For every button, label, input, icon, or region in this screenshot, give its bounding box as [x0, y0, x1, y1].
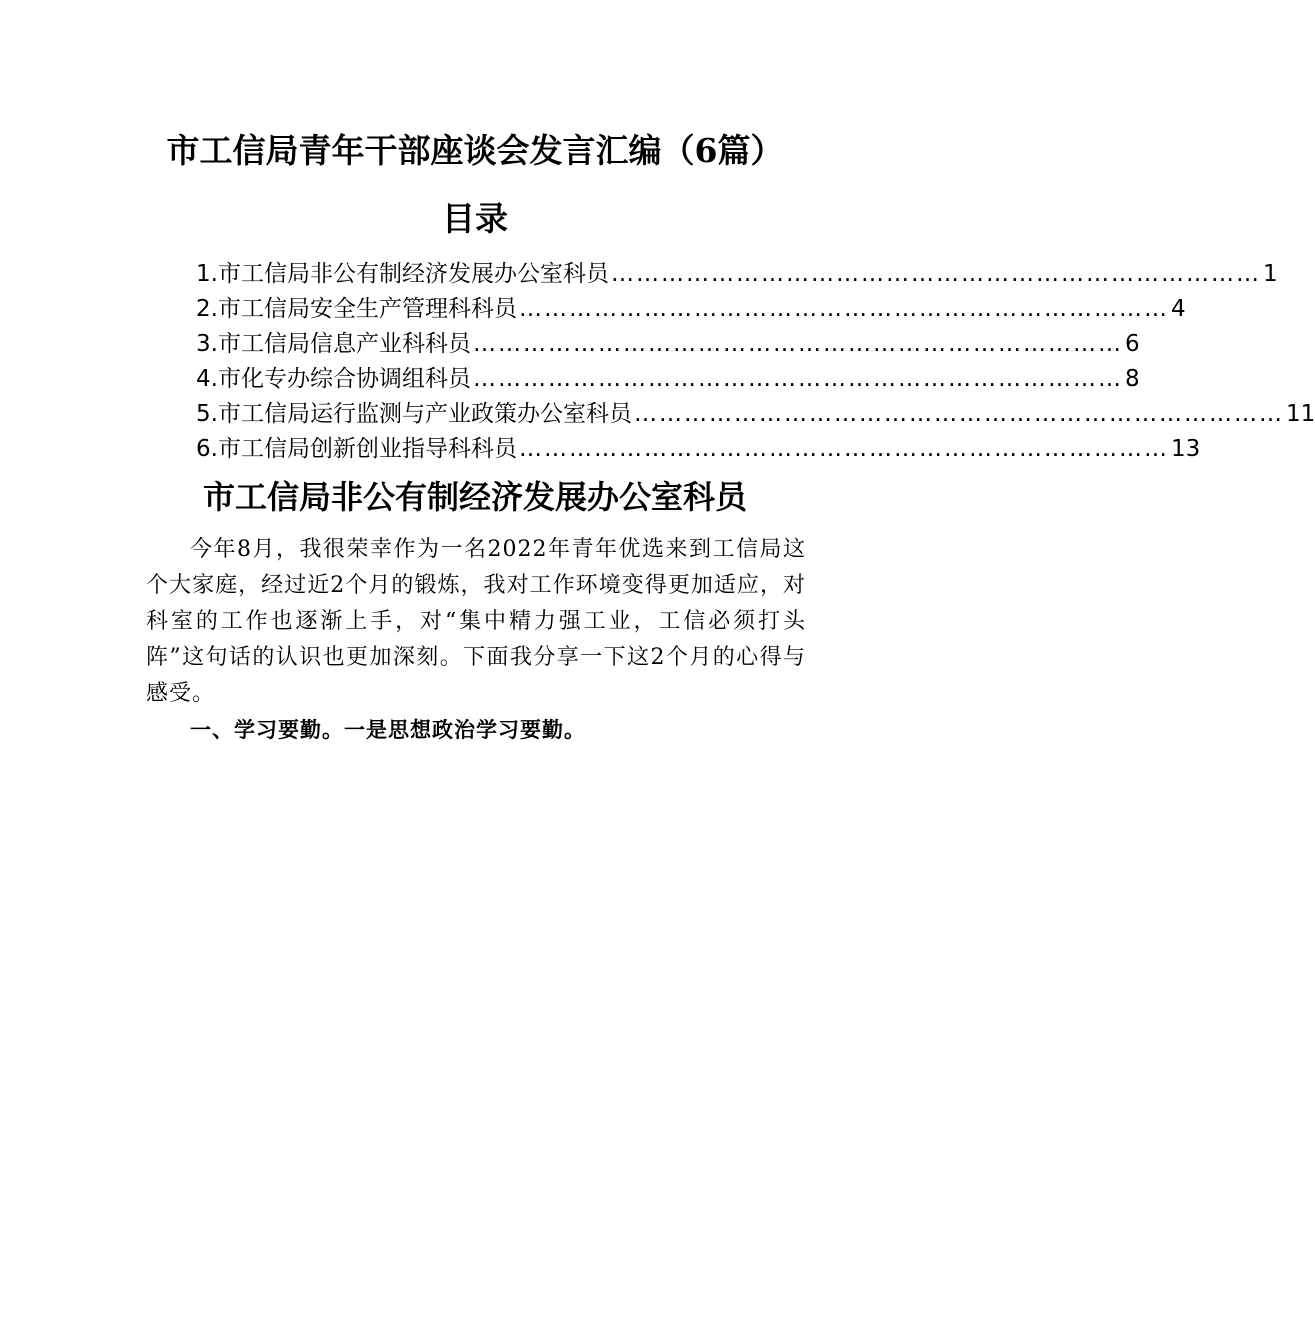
toc-heading: 目录	[442, 199, 508, 238]
table-of-contents	[196, 257, 1315, 467]
toc-page-number: 4	[1170, 296, 1186, 322]
toc-entry-text: 5.市工信局运行监测与产业政策办公室科员	[196, 401, 632, 427]
section-subheading: 一、学习要勤。一是思想政治学习要勤。	[190, 718, 586, 742]
toc-page-number: 1	[1262, 261, 1278, 287]
toc-entry-text: 2.市工信局安全生产管理科科员	[196, 296, 517, 322]
toc-entry-text: 4.市化专办综合协调组科员	[196, 366, 471, 392]
document-title: 市工信局青年干部座谈会发言汇编（6篇）	[166, 131, 784, 170]
toc-page-number: 13	[1170, 436, 1201, 462]
toc-entry-text: 3.市工信局信息产业科科员	[196, 331, 471, 357]
toc-page-number: 11	[1285, 401, 1315, 427]
toc-leader-dots: ……………………………………………………………………	[633, 401, 1284, 427]
toc-page-number: 6	[1124, 331, 1140, 357]
toc-leader-dots: ……………………………………………………………………	[472, 366, 1123, 392]
toc-entry[interactable]	[196, 292, 1186, 327]
section-title: 市工信局非公有制经济发展办公室科员	[202, 478, 747, 516]
toc-page-number: 8	[1124, 366, 1140, 392]
toc-entry-text: 6.市工信局创新创业指导科科员	[196, 436, 517, 462]
toc-leader-dots: ……………………………………………………………………	[472, 331, 1123, 357]
toc-leader-dots: ……………………………………………………………………	[518, 436, 1169, 462]
toc-leader-dots: ……………………………………………………………………	[518, 296, 1169, 322]
toc-entry[interactable]	[196, 257, 1278, 292]
toc-entry[interactable]	[196, 327, 1140, 362]
toc-entry-text: 1.市工信局非公有制经济发展办公室科员	[196, 261, 609, 287]
toc-entry[interactable]	[196, 432, 1201, 467]
body-paragraph: 今年8月，我很荣幸作为一名2022年青年优选来到工信局这个大家庭，经过近2个月的锻炼，我对工作环境变得更加适应，对科室的工作也逐渐上手，对“集中精力强工业，工信必须打头阵”这句话的认识也更加深刻。下面我分享一下这2个月的心得与感受。	[146, 537, 806, 706]
toc-entry[interactable]	[196, 362, 1140, 397]
toc-leader-dots: ……………………………………………………………………	[610, 261, 1261, 287]
toc-entry[interactable]	[196, 397, 1315, 432]
